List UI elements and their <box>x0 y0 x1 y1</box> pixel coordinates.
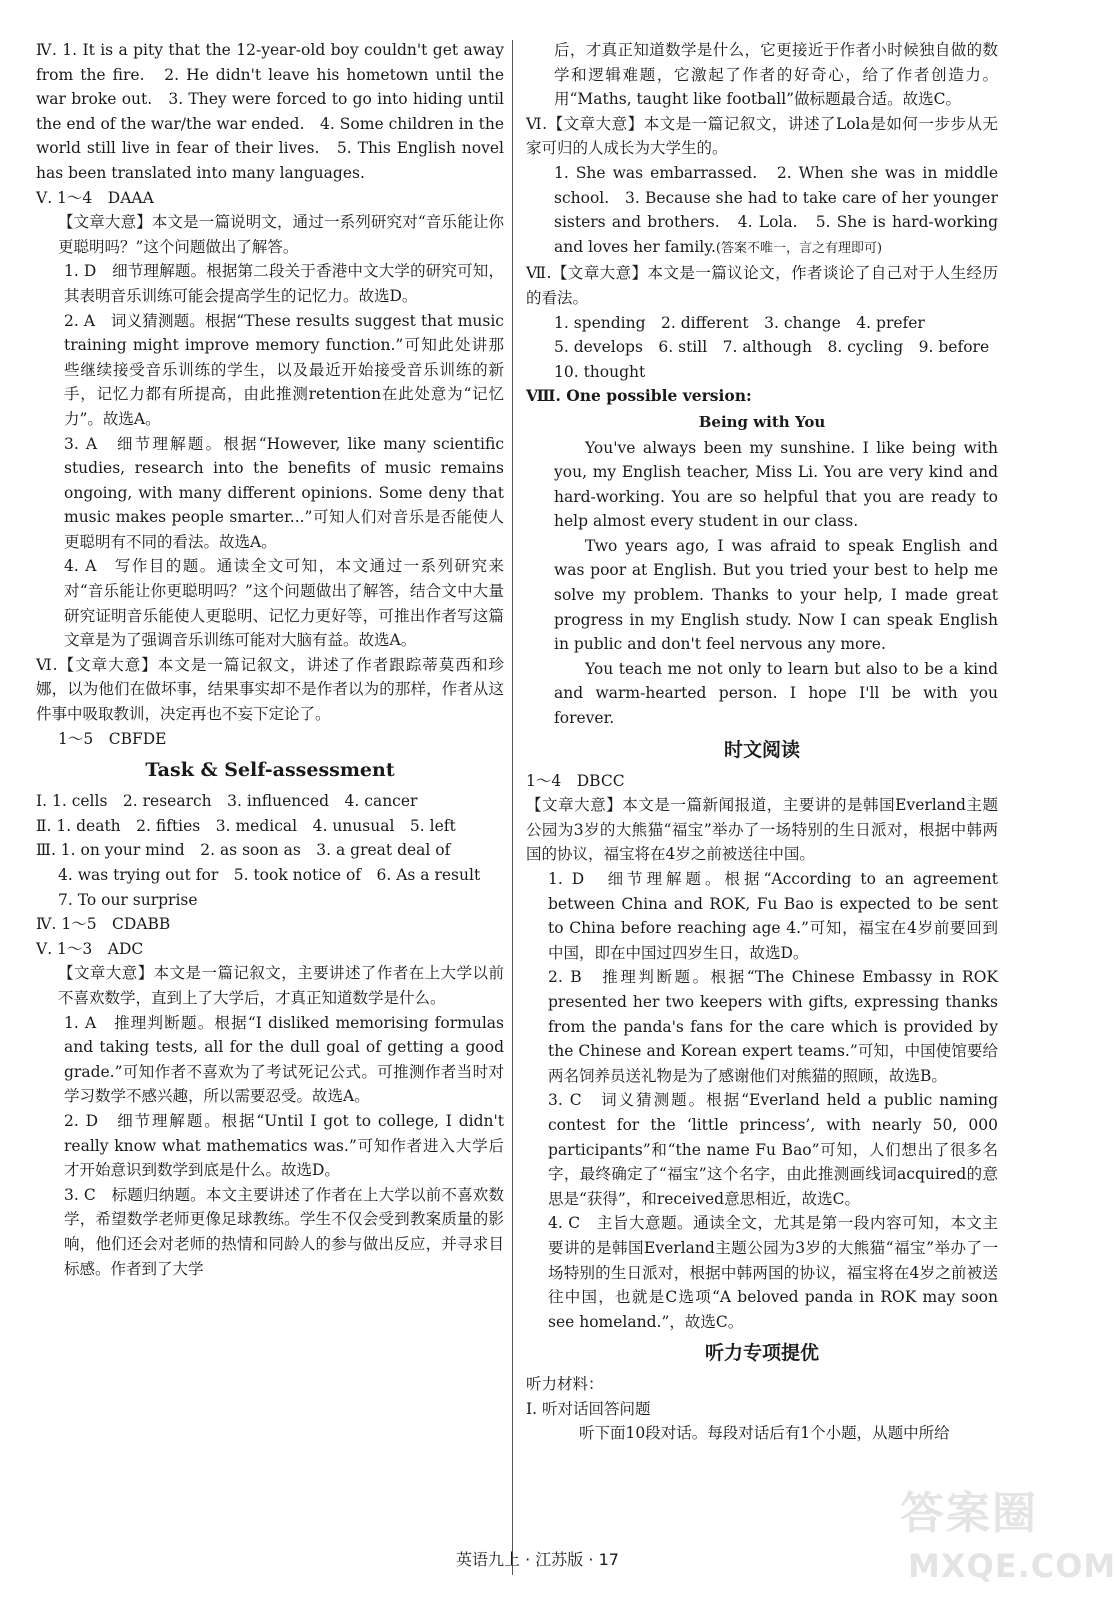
left-para-16: Ⅴ. 1～3 ADC <box>36 939 144 958</box>
right-para-2-text: 1. She was embarrassed. 2. When she was in middle school. 3. Because she had to take care of her younger sisters and brothers. 4. Lola. 5. She is hard-working and loves her family. <box>554 163 998 256</box>
left-para-3: 1. D 细节理解题。根据第二段关于香港中文大学的研究可知，其表明音乐训练可能会提高学生的记忆力。故选D。 <box>64 262 504 305</box>
right-para-1: Ⅵ.【文章大意】本文是一篇记叙文，讲述了Lola是如何一步步从无家可归的人成长为大学生的。 <box>526 114 998 158</box>
left-para-14: 7. To our surprise <box>58 890 198 909</box>
answer-note: (答案不唯一，言之有理即可) <box>715 240 883 256</box>
section-heading-reading: 时文阅读 <box>723 738 800 761</box>
essay-para-3: You teach me not only to learn but also to be a kind and warm-hearted person. I hope I'll be with you forever. <box>554 659 998 728</box>
right-para-15: 1. D 细节理解题。根据“According to an agreement between China and ROK, Fu Bao is expected to be sent to China before reaching age 4.”可知，福宝在4岁前要回到中国，即在中国过四岁生日，故选D。 <box>548 870 998 962</box>
right-para-7: Ⅷ. One possible version: <box>526 386 752 406</box>
right-para-13: 1～4 DBCC <box>526 771 625 790</box>
left-para-8: 1～5 CBFDE <box>58 729 167 748</box>
left-para-12: Ⅲ. 1. on your mind 2. as soon as 3. a great deal of <box>36 841 451 860</box>
right-para-21: Ⅰ. 听对话回答问题 <box>526 1399 651 1418</box>
left-para-13: 4. was trying out for 5. took notice of 6. As a result <box>58 866 481 884</box>
left-para-5: 3. A 细节理解题。根据“However, like many scientific studies, research into the benefits of music remains ongoing, with many different opinions. Some deny that music makes people smarter...”可知人们对音乐是否能使人更聪明有不同的看法。故选A。 <box>64 434 504 551</box>
left-para-20: 3. C 标题归纳题。本文主要讲述了作者在上大学以前不喜欢数学，希望数学老师更像足球教练。学生不仅会受到教案质量的影响，他们还会对老师的热情和同龄人的参与做出反应，并寻求目标感。作者到了大学 <box>64 1185 504 1278</box>
right-para-6: 10. thought <box>554 362 646 381</box>
left-para-18: 1. A 推理判断题。根据“I disliked memorising formulas and taking tests, all for the dull goal of getting a good grade.”可知作者不喜欢为了考试死记公式。可推测作者当时对学习数学不感兴趣，所以需要忍受。故选A。 <box>64 1013 504 1106</box>
left-para-17: 【文章大意】本文是一篇记叙文，主要讲述了作者在上大学以前不喜欢数学，直到上了大学后，才真正知道数学是什么。 <box>58 964 504 1007</box>
essay-title: Being with You <box>698 412 826 431</box>
left-para-0: Ⅳ. 1. It is a pity that the 12-year-old boy couldn't get away from the fire. 2. He didn't leave his hometown until the war broke out. 3. They were forced to go into hiding until the end of the war/the war ended. 4. Some children in the world still live in fear of their lives. 5. This English novel has been translated into many languages. <box>36 41 504 182</box>
watermark-top: 答案圈 <box>900 1488 1038 1539</box>
watermark-bottom: MXQE.COM <box>908 1547 1116 1585</box>
right-para-22: 听下面10段对话。每段对话后有1个小题，从题中所给 <box>579 1424 950 1443</box>
left-para-6: 4. A 写作目的题。通读全文可知，本文通过一系列研究来对“音乐能让你更聪明吗？”这个问题做出了解答，结合文中大量研究证明音乐能使人更聪明、记忆力更好等，可推出作者写这篇文章是为了强调音乐训练可能对大脑有益。故选A。 <box>64 557 504 650</box>
page-footer: 英语九上 · 江苏版 · 17 <box>456 1550 619 1569</box>
right-para-4: 1. spending 2. different 3. change 4. prefer <box>554 313 925 332</box>
right-para-14: 【文章大意】本文是一篇新闻报道，主要讲的是韩国Everland主题公园为3岁的大熊猫“福宝”举办了一场特别的生日派对，根据中韩两国的协议，福宝将在4岁之前被送往中国。 <box>526 796 998 864</box>
right-para-17: 3. C 词义猜测题。根据“Everland held a public naming contest for the ‘little princess’, with nearly 50, 000 participants”和“the name Fu Bao”可知，人们想出了很多名字，最终确定了“福宝”这个名字，由此推测画线词acquired的意思是“获得”，和received意思相近，故选C。 <box>548 1091 998 1208</box>
right-para-18: 4. C 主旨大意题。通读全文，尤其是第一段内容可知，本文主要讲的是韩国Everland主题公园为3岁的大熊猫“福宝”举办了一场特别的生日派对，根据中韩两国的协议，福宝将在4岁之前被送往中国，也就是C选项“A beloved panda in ROK may soon see homeland.”，故选C。 <box>548 1214 998 1331</box>
section-heading-listening: 听力专项提优 <box>704 1342 819 1365</box>
right-para-2 <box>526 161 998 261</box>
right-column <box>526 38 998 1446</box>
left-para-7: Ⅵ.【文章大意】本文是一篇记叙文，讲述了作者跟踪蒂莫西和珍娜，以为他们在做坏事，结果事实却不是作者以为的那样，作者从这件事中吸取教训，决定再也不妄下定论了。 <box>36 655 504 724</box>
column-divider <box>512 40 513 1575</box>
right-para-0: 后，才真正知道数学是什么，它更接近于作者小时候独自做的数学和逻辑难题，它激起了作者的好奇心，给了作者创造力。用“Maths, taught like football”做标题最合适。故选C。 <box>554 41 998 109</box>
right-para-20: 听力材料： <box>526 1375 604 1394</box>
left-para-2: 【文章大意】本文是一篇说明文，通过一系列研究对“音乐能让你更聪明吗？”这个问题做出了解答。 <box>58 213 504 256</box>
right-para-5: 5. develops 6. still 7. although 8. cycling 9. before <box>554 338 990 357</box>
left-para-1: Ⅴ. 1～4 DAAA <box>36 188 154 207</box>
right-para-3: Ⅶ.【文章大意】本文是一篇议论文，作者谈论了自己对于人生经历的看法。 <box>526 264 998 307</box>
left-para-15: Ⅳ. 1～5 CDABB <box>36 915 171 934</box>
left-column <box>36 38 504 1281</box>
essay-para-2: Two years ago, I was afraid to speak English and was poor at English. But you tried your best to help me solve my problem. Thanks to your help, I made great progress in my English study. Now I can speak English in public and don't feel nervous any more. <box>554 536 998 654</box>
left-para-11: Ⅱ. 1. death 2. fifties 3. medical 4. unusual 5. left <box>36 816 456 835</box>
left-para-19: 2. D 细节理解题。根据“Until I got to college, I didn't really know what mathematics was.”可知作者进入大学后才开始意识到数学到底是什么。故选D。 <box>64 1111 504 1180</box>
right-para-16: 2. B 推理判断题。根据“The Chinese Embassy in ROK presented her two keepers with gifts, expressing thanks from the panda's fans for the care which is provided by the Chinese and Korean expert teams.”可知，中国使馆要给两名饲养员送礼物是为了感谢他们对熊猫的照顾，故选B。 <box>548 968 998 1085</box>
left-para-10: Ⅰ. 1. cells 2. research 3. influenced 4. cancer <box>36 792 418 811</box>
left-para-4: 2. A 词义猜测题。根据“These results suggest that music training might improve memory function.”可知此处讲那些继续接受音乐训练的学生，以及最近开始接受音乐训练的新手，记忆力都有所提高，由此推测retention在此处意为“记忆力”。故选A。 <box>64 311 504 428</box>
section-heading-task: Task & Self-assessment <box>145 759 395 782</box>
essay-para-1: You've always been my sunshine. I like being with you, my English teacher, Miss Li. You are very kind and hard-working. You are so helpful that you are ready to help almost every student in our class. <box>554 438 998 531</box>
